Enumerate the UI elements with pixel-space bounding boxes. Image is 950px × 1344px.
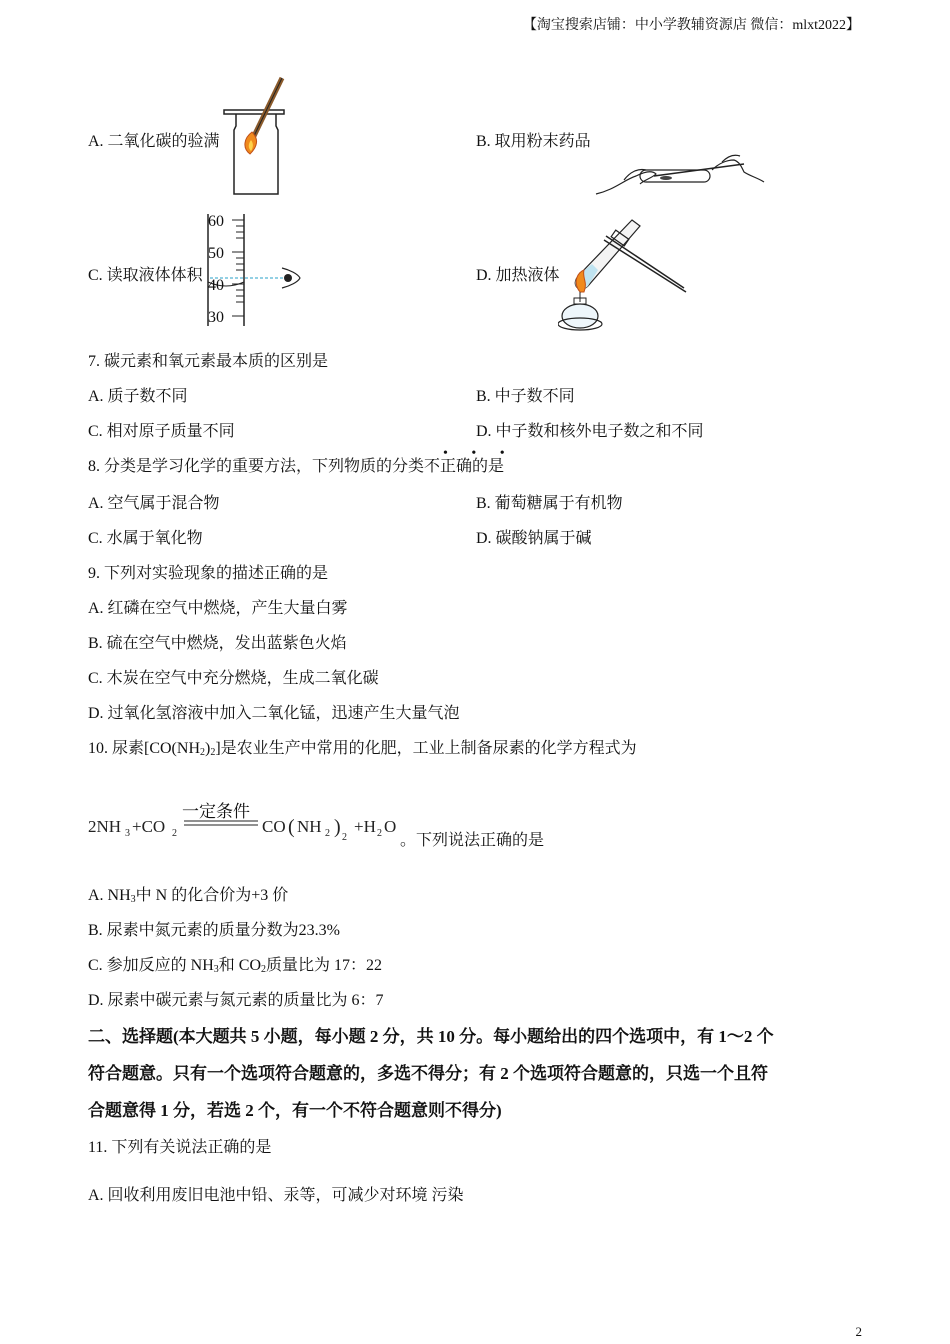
q6-option-a: A. 二氧化碳的验满 xyxy=(88,133,220,150)
svg-text:+CO: +CO xyxy=(132,817,166,836)
q10-stem: 10. 尿素$[CO(NH_2)_2]$是农业生产中常用的化肥，工业上制备尿素的化学方程式为 xyxy=(88,740,637,758)
q7-option-c: C. 相对原子质量不同 xyxy=(88,423,235,440)
cylinder-tick-30: 30 xyxy=(208,309,224,326)
q9-option-d: D. 过氧化氢溶液中加入二氧化锰，迅速产生大量气泡 xyxy=(88,705,460,722)
q11-stem: 11. 下列有关说法正确的是 xyxy=(88,1139,272,1156)
q7-stem: 7. 碳元素和氧元素最本质的区别是 xyxy=(88,353,329,370)
q8-stem: 8. 分类是学习化学的重要方法，下列物质的分类不正确的是 xyxy=(88,458,505,475)
q9-option-c: C. 木炭在空气中充分燃烧，生成二氧化碳 xyxy=(88,670,379,687)
svg-text:(: ( xyxy=(288,816,295,838)
svg-text:2: 2 xyxy=(377,828,382,839)
cylinder-tick-40: 40 xyxy=(208,277,224,294)
reaction-condition: 一定条件 xyxy=(182,802,250,822)
q7-option-a: A. 质子数不同 xyxy=(88,388,188,405)
q8-option-d: D. 碳酸钠属于碱 xyxy=(476,530,592,547)
svg-text:2: 2 xyxy=(342,832,347,843)
svg-text:3: 3 xyxy=(125,828,130,839)
co2-test-figure xyxy=(222,76,292,203)
q10-option-b: B. 尿素中氮元素的质量分数为23.3% xyxy=(88,922,341,939)
q10-option-d: D. 尿素中碳元素与氮元素的质量比为 6：7 xyxy=(88,992,384,1009)
q8-option-b: B. 葡萄糖属于有机物 xyxy=(476,495,623,512)
page-header: 【淘宝搜索店铺：中小学教辅资源店 微信：mlxt2022】 xyxy=(522,18,860,33)
q6-option-d: D. 加热液体 xyxy=(476,267,560,284)
q6-option-c: C. 读取液体体积 xyxy=(88,267,203,284)
q6-option-b: B. 取用粉末药品 xyxy=(476,133,591,150)
q9-option-b: B. 硫在空气中燃烧，发出蓝紫色火焰 xyxy=(88,635,347,652)
svg-text:): ) xyxy=(334,816,341,838)
section2-title-line1: 二、选择题(本大题共 5 小题，每小题 2 分，共 10 分。每小题给出的四个选项中，有 1～2 个 xyxy=(88,1027,774,1046)
chemical-equation xyxy=(88,796,418,851)
cylinder-tick-60: 60 xyxy=(208,213,224,230)
svg-text:CO: CO xyxy=(262,817,286,836)
svg-text:2: 2 xyxy=(325,828,330,839)
section2-title-line3: 合题意得 1 分，若选 2 个，有一个不符合题意则不得分) xyxy=(88,1101,502,1120)
q7-option-d: D. 中子数和核外电子数之和不同 xyxy=(476,423,704,440)
q10-option-c: C. 参加反应的 $NH_3$和 $CO_2$质量比为 17：22 xyxy=(88,957,383,975)
q9-stem: 9. 下列对实验现象的描述正确的是 xyxy=(88,565,329,582)
q9-option-a: A. 红磷在空气中燃烧，产生大量白雾 xyxy=(88,600,348,617)
heating-liquid-figure xyxy=(558,212,690,339)
svg-text:NH: NH xyxy=(297,817,322,836)
svg-text:2: 2 xyxy=(172,828,177,839)
svg-text:2NH: 2NH xyxy=(88,817,122,836)
q8-option-a: A. 空气属于混合物 xyxy=(88,495,220,512)
q10-equation-tail: 。下列说法正确的是 xyxy=(400,832,545,849)
cylinder-tick-50: 50 xyxy=(208,245,224,262)
powder-sampling-figure xyxy=(594,150,766,203)
section2-title-line2: 符合题意。只有一个选项符合题意的，多选不得分；有 2 个选项符合题意的，只选一个且符 xyxy=(88,1064,768,1083)
svg-text:O: O xyxy=(384,817,397,836)
svg-text:+H: +H xyxy=(354,817,376,836)
q7-option-b: B. 中子数不同 xyxy=(476,388,575,405)
emphasis-dots: • • • xyxy=(443,446,515,461)
page-number: 2 xyxy=(855,1324,862,1339)
q10-option-a: A. $NH_3$中 N 的化合价为+3 价 xyxy=(88,887,289,905)
q11-option-a: A. 回收利用废旧电池中铅、汞等，可减少对环境 污染 xyxy=(88,1187,464,1204)
q8-option-c: C. 水属于氧化物 xyxy=(88,530,203,547)
